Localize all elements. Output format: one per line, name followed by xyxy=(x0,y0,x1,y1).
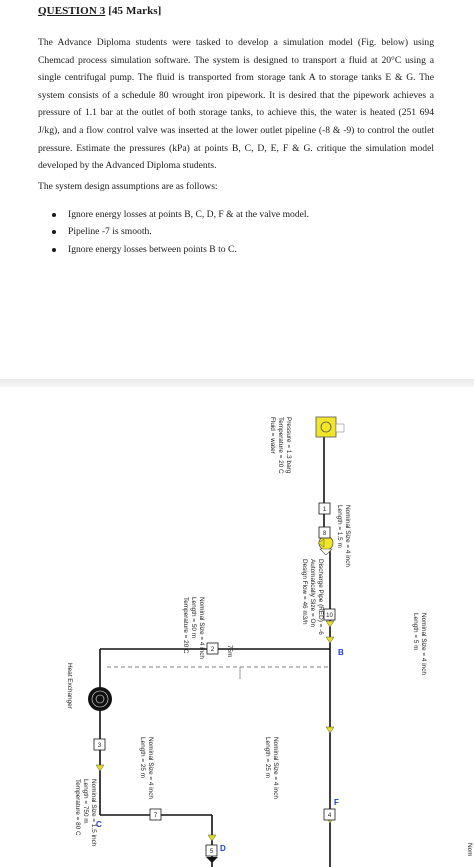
unit-box-1 xyxy=(319,503,330,514)
pipe-top-annotation xyxy=(412,613,427,675)
assumption-item: Pipeline -7 is smooth. xyxy=(46,223,426,240)
unit-box-3-label: 3 xyxy=(97,743,102,749)
feed-fluid-text: Fluid = water xyxy=(269,417,276,454)
pipe-2-size-text: Nominal Size = 4 inch xyxy=(198,597,205,659)
pipe-7-length-text: Length = 750 m xyxy=(82,779,89,824)
feed-temperature-text: Temperature = 20 C xyxy=(277,417,284,474)
assumptions-list xyxy=(46,206,426,258)
pump-annotation xyxy=(301,559,324,635)
question-title xyxy=(38,5,161,17)
flowsheet-figure xyxy=(0,387,474,867)
pipe-7-annotation xyxy=(74,779,97,847)
pipe-1-annotation xyxy=(336,505,351,567)
flowsheet-svg xyxy=(0,387,474,867)
heat-exchanger-icon xyxy=(88,687,112,711)
question-marks: [45 Marks] xyxy=(108,5,162,17)
assumptions-intro: The system design assumptions are as follows: xyxy=(38,181,218,192)
pipe-top-size-text: Nominal Size = 4 inch xyxy=(420,613,427,675)
unit-box-8 xyxy=(319,527,330,538)
pipe-1-size-text: Nominal Size = 4 inch xyxy=(344,505,351,567)
feed-pressure-text: Pressure = 1.3 barg xyxy=(285,417,292,474)
node-f-label: F xyxy=(334,798,339,807)
node-b-label: B xyxy=(338,648,344,657)
unit-box-7-label: 7 xyxy=(153,813,158,819)
pipe-7-size-text: Nominal Size = 1.5 inch xyxy=(90,779,97,847)
question-label: QUESTION 3 xyxy=(38,5,106,17)
unit-box-2 xyxy=(207,643,218,654)
pipe-4-length-text: Length = 25 m xyxy=(264,737,271,779)
unit-box-3 xyxy=(94,739,105,750)
node-d-label: D xyxy=(220,844,226,853)
question-paragraph: The Advance Diploma students were tasked to develop a simulation model (Fig. below) using Chemcad process simulation software. The system is designed to transport a fluid at 20°C using a single centrifugal pump. The fluid is transported from storage tank A to storage tanks E & G. The system consists of a schedule 80 wrought iron pipework. It is desired that the pipework achieves a pressure of 1.1 bar at the outlet of both storage tanks, to achieve this, the water is heated (251 694 J/kg), and a flow control valve was inserted at the lower outlet pipeline (-8 & -9) to control the outlet pressure. Estimate the pressures (kPa) at points B, C, D, E, F & G. critique the simulation model developed by the Advanced Diploma students. xyxy=(38,37,434,172)
feed-tank-icon xyxy=(316,417,344,437)
unit-box-8-label: 8 xyxy=(322,531,327,537)
unit-box-5 xyxy=(206,845,217,856)
unit-box-7 xyxy=(150,809,161,820)
heat-exchanger-text: Heat Exchanger xyxy=(66,663,73,709)
page-divider xyxy=(0,379,474,387)
assumption-item: Ignore energy losses at points B, C, D, F & at the valve model. xyxy=(46,206,426,223)
flow-arrow-icons xyxy=(96,539,334,841)
pipe-7-temperature-text: Temperature = 80 C xyxy=(74,779,81,836)
pipe-4-annotation xyxy=(264,737,279,799)
feed-annotation xyxy=(269,417,292,474)
pump-autosize-text: Automatically Size = On xyxy=(309,559,316,628)
pipe-1-length-text: Length = 1.5 m xyxy=(336,505,343,548)
pipe-2-length-text: Length = 50 m xyxy=(190,597,197,639)
unit-box-4 xyxy=(324,809,335,820)
unit-box-5-label: 5 xyxy=(209,849,214,855)
cut-off-text: Nom xyxy=(466,843,473,857)
pipe-3-size-text: Nominal Size = 4 inch xyxy=(147,737,154,799)
pipe-top-length-text: Length = 5 m xyxy=(412,613,419,651)
pipe-2-temperature-text: Temperature = 20 C xyxy=(182,597,189,654)
unit-box-1-label: 1 xyxy=(322,507,327,513)
pump-flow-text: Design Flow = 46 m3/h xyxy=(301,559,308,625)
pipe-2-annotation xyxy=(182,597,205,659)
node-c-label: C xyxy=(96,820,102,829)
unit-box-2-label: 2 xyxy=(210,647,215,653)
unit-box-10-label: 10 xyxy=(326,613,333,619)
pipe-3-length-text: Length = 25 m xyxy=(139,737,146,779)
assumption-item: Ignore energy losses between points B to C. xyxy=(46,241,426,258)
unit-box-4-label: 4 xyxy=(327,813,332,819)
elevation-text: 75m xyxy=(226,645,233,658)
pump-discharge-text: Discharge Pipe (RED) = -6 xyxy=(317,559,324,635)
unit-box-10 xyxy=(324,609,335,620)
pipe-4-size-text: Nominal Size = 4 inch xyxy=(272,737,279,799)
pump-icon xyxy=(319,536,333,555)
pipe-3-annotation xyxy=(139,737,154,799)
